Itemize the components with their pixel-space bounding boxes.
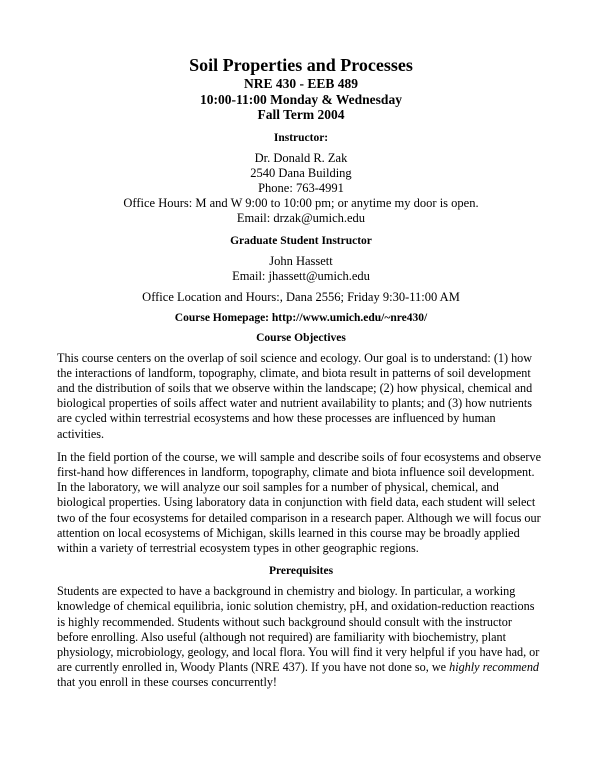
prerequisites-paragraph [57,584,545,690]
objectives-heading: Course Objectives [256,331,346,344]
prerequisites-text-end: that you enroll in these courses concurrently! [57,675,277,690]
instructor-office-hours: Office Hours: M and W 9:00 to 10:00 pm; or anytime my door is open. [123,195,479,210]
instructor-heading: Instructor: [273,131,329,144]
highly-recommend-emphasis: highly recommend [449,660,540,675]
gsi-heading: Graduate Student Instructor [230,234,372,247]
class-schedule: 10:00-11:00 Monday & Wednesday [200,91,402,107]
gsi-office-hours: Office Location and Hours:, Dana 2556; Friday 9:30-11:00 AM [142,289,460,304]
objectives-paragraph-1: This course centers on the overlap of soil science and ecology. Our goal is to understand: (1) how the interactions of landform, topography, climate, and biota result in patterns of soil development and the distribution of soils that we observe within the landscape; (2) how physical, chemical and biological properties of soils affect water and nutrient availability to plants; and (3) how nutrients are cycled within terrestrial ecosystems and how these processes are influenced by human activities. [57,350,533,441]
course-title: Soil Properties and Processes [189,55,413,75]
syllabus-page [57,55,545,691]
gsi-name: John Hassett [269,253,333,268]
instructor-name: Dr. Donald R. Zak [254,150,348,165]
objectives-paragraph-2: In the field portion of the course, we will sample and describe soils of four ecosystems and observe first-hand how differences in landform, topography, climate and biota influence soil development. In the laboratory, we will analyze our soil samples for a number of physical, chemical, and biological properties. Using laboratory data in conjunction with field data, each student will select two of the four ecosystems for detailed comparison in a research paper. Although we will focus our attention on local ecosystems of Michigan, skills learned in this course may be broadly applied within a variety of terrestrial ecosystem types in other geographic regions. [57,449,541,555]
instructor-office: 2540 Dana Building [250,165,352,180]
gsi-section [57,234,545,305]
document-header [57,55,545,123]
instructor-section [57,131,545,226]
course-homepage: Course Homepage: http://www.umich.edu/~nre430/ [174,311,428,324]
instructor-email: Email: drzak@umich.edu [236,210,366,225]
prerequisites-text-start: Students are expected to have a background in chemistry and biology. In particular, a working knowledge of chemical equilibria, ionic solution chemistry, pH, and oxidation-reduction reactions is highly recommended. Students without such background should consult with the instructor before enrolling. Also useful (although not required) are familiarity with biochemistry, plant physiology, microbiology, geology, and local flora. You will find it very helpful if you have had, or are currently enrolled in, Woody Plants (NRE 437). If you have not done so, we [57,584,540,675]
instructor-phone: Phone: 763-4991 [258,180,344,195]
gsi-email: Email: jhassett@umich.edu [232,268,370,283]
prerequisites-heading: Prerequisites [268,565,334,578]
term: Fall Term 2004 [257,107,345,122]
course-codes: NRE 430 - EEB 489 [243,76,358,91]
